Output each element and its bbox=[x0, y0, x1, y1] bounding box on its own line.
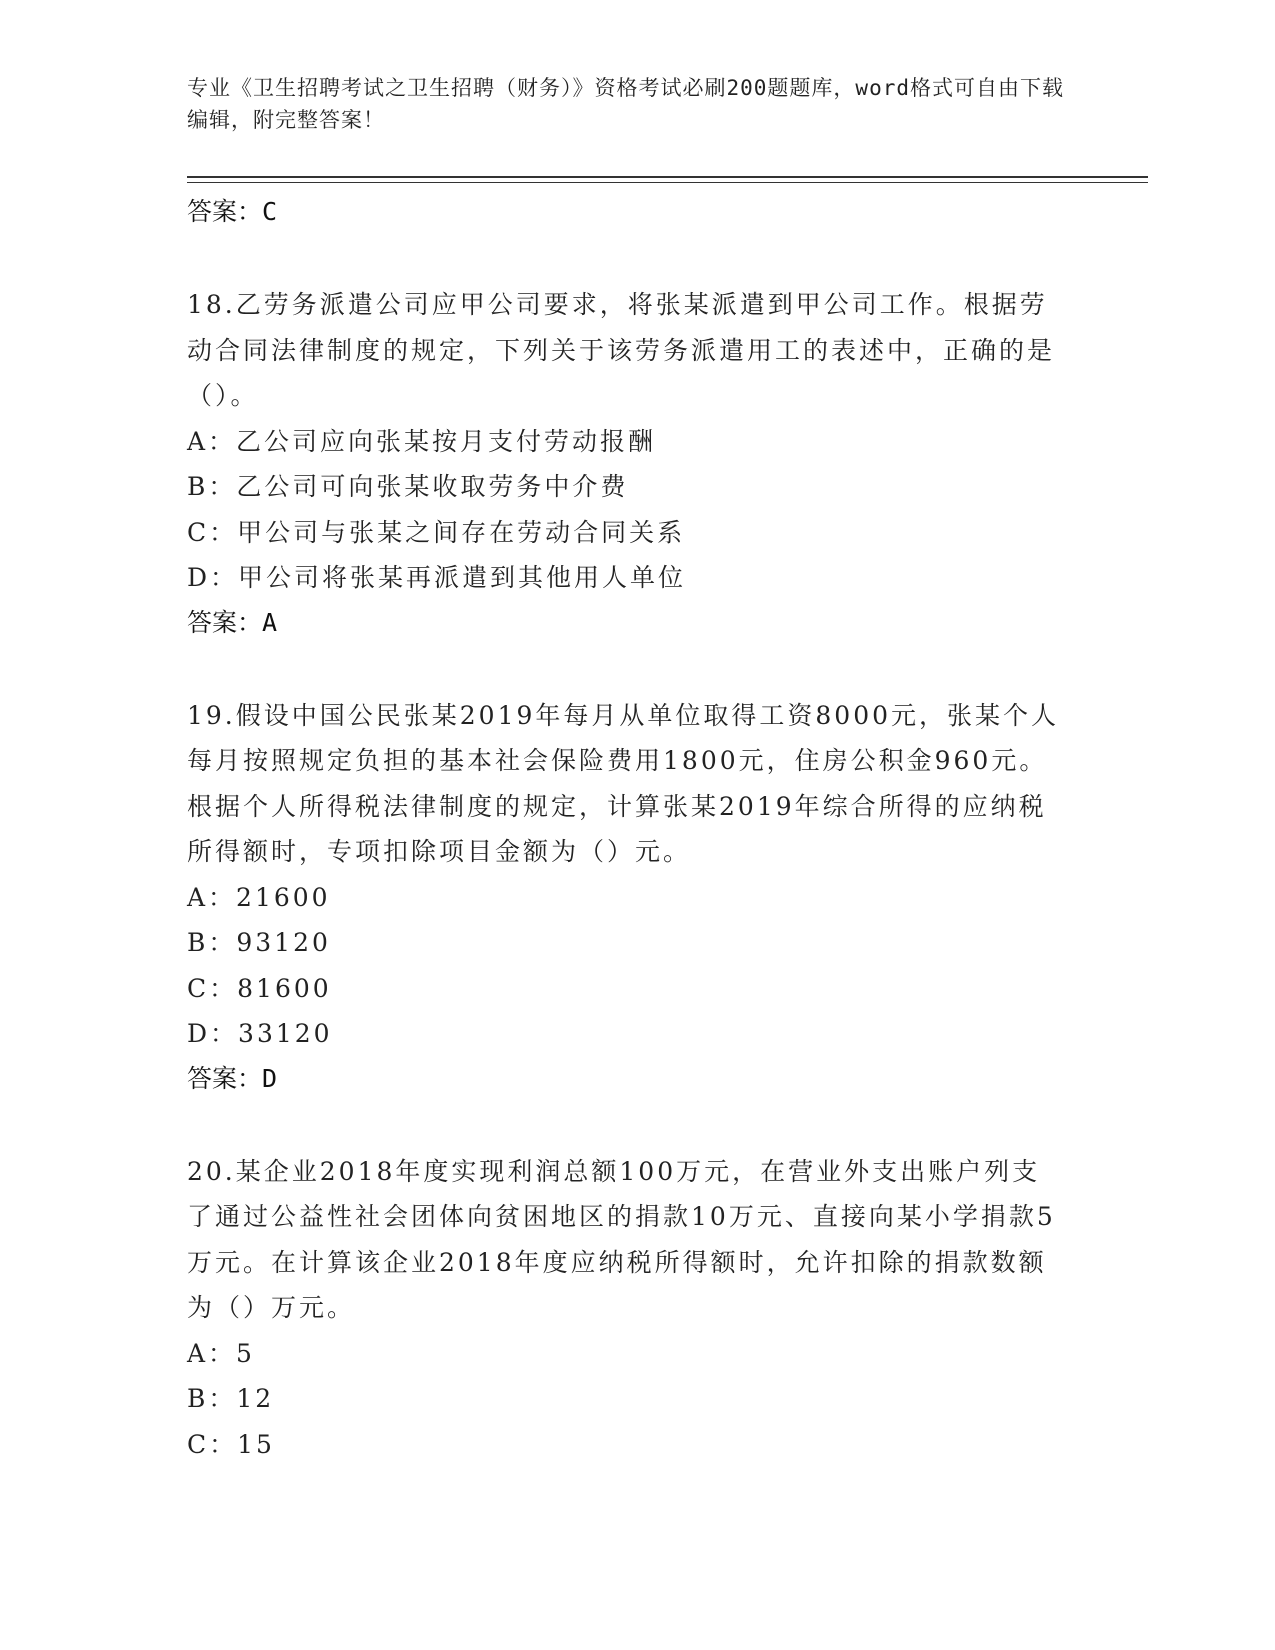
option-c: C：81600 bbox=[187, 973, 332, 1003]
option-b: B：93120 bbox=[187, 928, 331, 957]
option-c: C：甲公司与张某之间存在劳动合同关系 bbox=[187, 517, 686, 547]
header-rule-thick bbox=[187, 176, 1148, 178]
answer-line: 答案：A bbox=[187, 607, 278, 637]
option-a: A：5 bbox=[187, 1338, 255, 1368]
answer-line: 答案：D bbox=[187, 1063, 278, 1093]
question-block bbox=[187, 282, 1067, 645]
option-a: A：乙公司应向张某按月支付劳动报酬 bbox=[187, 426, 657, 456]
question-text: 20.某企业2018年度实现利润总额100万元，在营业外支出账户列支了通过公益性社会团体向贫困地区的捐款10万元、直接向某小学捐款5万元。在计算该企业2018年度应纳税所得额时，允许扣除的捐款数额为（）万元。 bbox=[187, 1156, 1056, 1322]
question-block bbox=[187, 693, 1067, 1101]
option-b: B：乙公司可向张某收取劳务中介费 bbox=[187, 472, 629, 501]
option-c: C：15 bbox=[187, 1429, 275, 1459]
header-rule-thin bbox=[187, 182, 1148, 183]
option-a: A：21600 bbox=[187, 882, 331, 912]
option-d: D：33120 bbox=[187, 1019, 333, 1048]
question-text: 18.乙劳务派遣公司应甲公司要求，将张某派遣到甲公司工作。根据劳动合同法律制度的规定，下列关于该劳务派遣用工的表述中，正确的是（）。 bbox=[187, 290, 1056, 410]
question-block bbox=[187, 1149, 1067, 1468]
document-header: 专业《卫生招聘考试之卫生招聘（财务）》资格考试必刷200题题库，word格式可自由下载编辑，附完整答案！ bbox=[187, 76, 1064, 132]
option-b: B：12 bbox=[187, 1384, 275, 1413]
question-text: 19.假设中国公民张某2019年每月从单位取得工资8000元，张某个人每月按照规定负担的基本社会保险费用1800元，住房公积金960元。根据个人所得税法律制度的规定，计算张某2019年综合所得的应纳税所得额时，专项扣除项目金额为（）元。 bbox=[187, 700, 1060, 866]
option-d: D：甲公司将张某再派遣到其他用人单位 bbox=[187, 563, 687, 592]
answer-line: 答案：C bbox=[187, 197, 278, 226]
question-list bbox=[187, 190, 1067, 1467]
